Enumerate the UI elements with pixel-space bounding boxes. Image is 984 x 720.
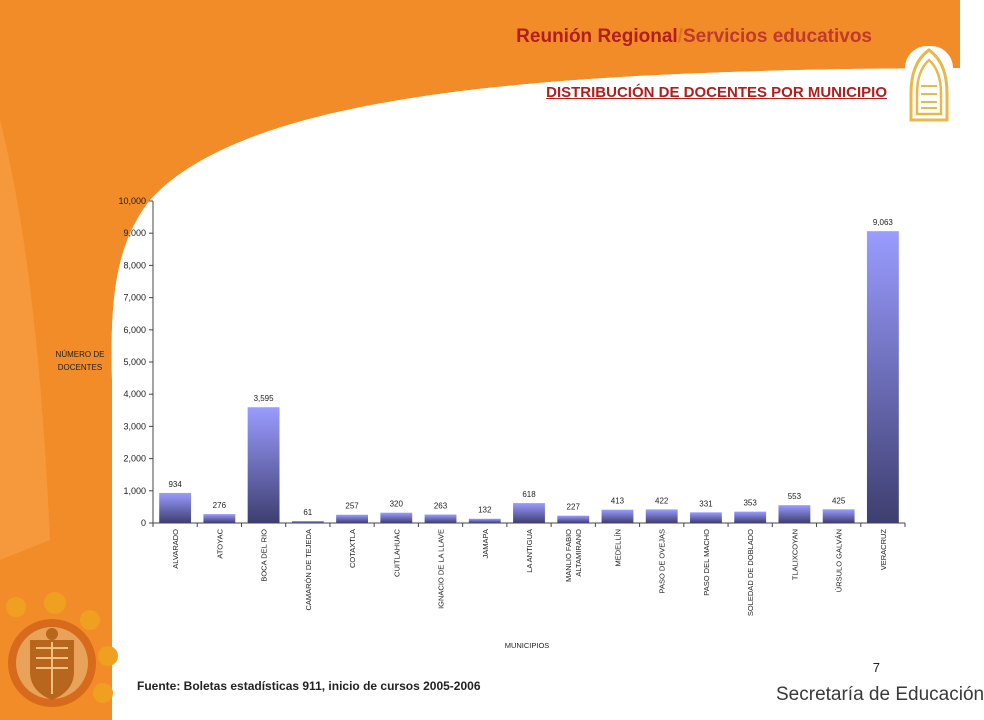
y-axis-label: DOCENTES [57, 363, 103, 372]
category-label: IGNACIO DE LA LLAVE [436, 529, 446, 609]
bar [292, 521, 324, 523]
x-axis-label: MUNICIPIOS [504, 641, 550, 650]
y-tick-label: 1,000 [123, 485, 146, 496]
y-tick-label: 10,000 [118, 196, 146, 206]
data-label: 276 [212, 501, 227, 511]
category-label: PASO DEL MACHO [701, 529, 711, 596]
category-label: CAMARÓN DE TEJEDA [303, 529, 313, 611]
data-label: 618 [522, 490, 536, 500]
bar [778, 505, 810, 523]
y-tick-label: 6,000 [123, 324, 146, 335]
chart-subtitle: DISTRIBUCIÓN DE DOCENTES POR MUNICIPIO [546, 84, 887, 101]
category-label: SOLEDAD DE DOBLADO [746, 529, 756, 617]
category-label: MANLIO FABIO [564, 529, 574, 582]
data-label: 331 [699, 499, 713, 509]
footer-brand: Secretaría de Educación [776, 684, 984, 705]
data-label: 422 [655, 496, 669, 506]
y-tick-label: 5,000 [123, 357, 146, 367]
title-separator: / [677, 26, 683, 47]
title-main: Reunión Regional [516, 26, 678, 47]
y-axis-label: NÚMERO DE [55, 350, 105, 359]
title-sub: Servicios educativos [682, 26, 872, 47]
data-label: 263 [433, 501, 448, 511]
data-label: 320 [389, 499, 403, 509]
y-tick-label: 7,000 [123, 292, 146, 303]
y-tick-label: 9,000 [123, 228, 146, 239]
bar [557, 516, 589, 523]
y-tick-label: 8,000 [123, 260, 146, 271]
category-label: TLALIXCOYAN [790, 529, 800, 581]
category-label: ÚRSULO GALVÁN [834, 529, 844, 593]
bar [425, 515, 457, 523]
data-label: 934 [168, 479, 182, 489]
bar [469, 519, 501, 523]
category-label: PASO DE OVEJAS [657, 529, 667, 594]
bar [513, 503, 545, 523]
category-label: VERACRUZ [878, 529, 888, 571]
bar [380, 513, 412, 523]
data-label: 132 [478, 505, 492, 515]
y-tick-label: 4,000 [123, 389, 146, 400]
bar [867, 231, 899, 523]
y-tick-label: 0 [140, 518, 146, 528]
data-label: 413 [610, 496, 625, 506]
category-label: BOCA DEL RIO [259, 529, 269, 582]
bar [823, 509, 855, 523]
data-label: 3,595 [253, 394, 274, 404]
category-label: ALTAMIRANO [574, 529, 584, 577]
data-label: 425 [831, 496, 846, 506]
category-label: MEDELLÍN [613, 529, 623, 567]
category-label: LA ANTIGUA [525, 529, 534, 573]
data-label: 9,063 [872, 218, 893, 228]
bar [336, 515, 368, 523]
data-label: 227 [566, 502, 580, 512]
page-number: 7 [872, 660, 880, 675]
bar [690, 512, 722, 523]
data-label: 61 [303, 508, 313, 518]
y-tick-label: 3,000 [123, 421, 146, 432]
bar [248, 407, 280, 523]
bar [203, 514, 235, 523]
source-note: Fuente: Boletas estadísticas 911, inicio de cursos 2005-2006 [137, 679, 481, 693]
category-label: CUITLAHUAC [392, 529, 402, 577]
bar [734, 512, 766, 523]
category-label: ATOYAC [215, 529, 225, 559]
category-label: JAMAPA [480, 529, 490, 559]
bar [646, 509, 678, 523]
y-tick-label: 2,000 [123, 453, 146, 464]
data-label: 353 [743, 498, 757, 508]
data-label: 553 [787, 492, 802, 502]
bar [602, 510, 634, 523]
bar [159, 493, 191, 523]
category-label: COTAXTLA [348, 529, 358, 569]
category-label: ALVARADO [171, 529, 181, 569]
data-label: 257 [345, 501, 359, 511]
